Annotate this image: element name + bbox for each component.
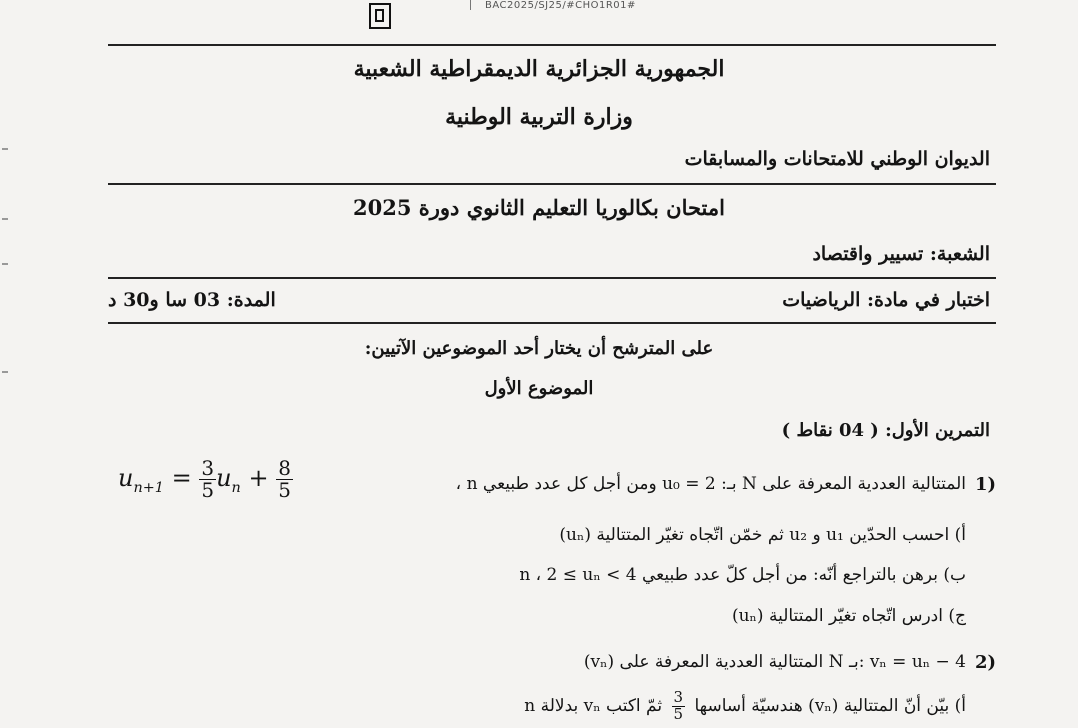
republic-title: الجمهورية الجزائرية الديمقراطية الشعبية: [353, 56, 725, 82]
margin-mark: [2, 263, 8, 265]
topic-title: الموضوع الأول: [484, 378, 594, 399]
divider: [108, 183, 996, 185]
question-1a: أ) احسب الحدّين u₁ و u₂ ثم خمّن اتّجاه تغيّر المتتالية (uₙ): [559, 525, 966, 545]
instruction-text: على المترشح أن يختار أحد الموضوعين الآتيين:: [364, 338, 714, 359]
question-2-text: (vₙ) المتتالية العددية المعرفة على N بـ: vₙ = uₙ − 4: [583, 652, 966, 672]
question-1c: ج) ادرس اتّجاه تغيّر المتتالية (uₙ): [731, 606, 966, 626]
qr-code-icon: [369, 3, 391, 29]
divider: [108, 277, 996, 279]
exam-title: امتحان بكالوريا التعليم الثانوي دورة 2025: [353, 195, 725, 220]
branch-label: الشعبة: تسيير واقتصاد: [812, 243, 990, 265]
recurrence-formula: $u_{n+1}$ = $\frac{3}{5}$ $u_n$ + $\frac{8}{5}$: [118, 456, 291, 502]
exercise-title: التمرين الأول: ( 04 نقاط ): [781, 420, 990, 441]
margin-mark: [2, 371, 8, 373]
duration-label: المدة: 03 سا و30 د: [108, 289, 276, 311]
office-title: الديوان الوطني للامتحانات والمسابقات: [684, 148, 990, 170]
question-1-text: المتتالية العددية المعرفة على N بـ: u₀ = 2 ومن أجل كل عدد طبيعي n ،: [455, 474, 966, 494]
ministry-title: وزارة التربية الوطنية: [445, 104, 633, 130]
margin-mark: [2, 148, 8, 150]
question-1b: ب) برهن بالتراجع أنّه: من أجل كلّ عدد طبيعي n ، 2 ≤ uₙ < 4: [519, 565, 966, 585]
question-2a: أ) بيّن أنّ المتتالية (vₙ) هندسيّة أساسها $\frac{3}{5}$ ثمّ اكتب vₙ بدلالة n: [524, 688, 966, 723]
subject-label: اختبار في مادة: الرياضيات: [782, 289, 990, 311]
divider: [108, 322, 996, 324]
question-1-number: 1): [974, 474, 996, 495]
question-2-number: 2): [974, 652, 996, 673]
document-code: BAC2025/SJ25/#CHO1R01#: [470, 0, 636, 11]
divider: [108, 44, 996, 46]
